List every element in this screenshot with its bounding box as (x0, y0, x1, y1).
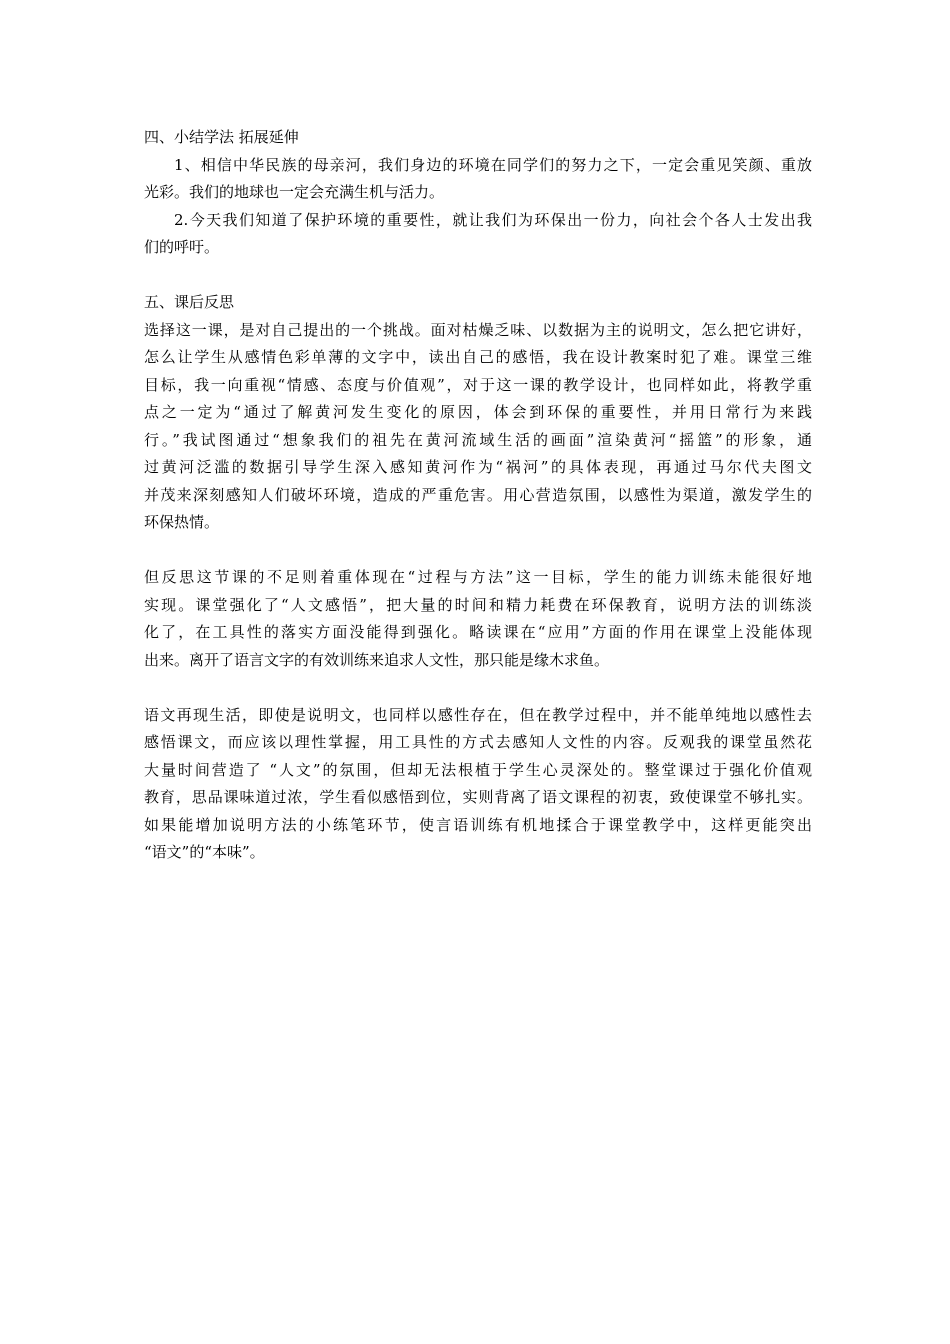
text-line: 怎么让学生从感情色彩单薄的文字中，读出自己的感悟，我在设计教案时犯了难。课堂三维 (144, 348, 812, 366)
section-heading-reflection: 五、课后反思 (144, 293, 235, 311)
text-line: 语文再现生活，即使是说明文，也同样以感性存在，但在教学过程中，并不能单纯地以感性去 (144, 705, 812, 724)
text-line: 感悟课文，而应该以理性掌握，用工具性的方式去感知人文性的内容。反观我的课堂虽然花 (144, 733, 812, 751)
section-heading-summary: 四、小结学法 拓展延伸 (144, 128, 299, 146)
text-line: 们的呼吁。 (144, 238, 220, 256)
text-line: 并茂来深刻感知人们破坏环境，造成的严重危害。用心营造氛围，以感性为渠道，激发学生的 (144, 485, 812, 504)
text-line: 行。”我试图通过“想象我们的祖先在黄河流域生活的画面”渲染黄河“摇篮”的形象，通 (144, 430, 812, 449)
text-line: 但反思这节课的不足则着重体现在“过程与方法”这一目标，学生的能力训练未能很好地 (144, 568, 812, 586)
summary-item-1 (144, 152, 812, 207)
spacer (144, 537, 812, 565)
text-line: 大量时间营造了 “人文”的氛围，但却无法根植于学生心灵深处的。整堂课过于强化价值观 (144, 760, 812, 779)
text-line: 过黄河泛滥的数据引导学生深入感知黄河作为“祸河”的具体表现，再通过马尔代夫图文 (144, 458, 812, 476)
text-line: 2.今天我们知道了保护环境的重要性，就让我们为环保出一份力，向社会个各人士发出我 (174, 210, 812, 229)
text-line: 教育，思品课味道过浓，学生看似感悟到位，实则背离了语文课程的初衷，致使课堂不够扎实。 (144, 788, 812, 806)
document-page (144, 124, 812, 867)
text-line: 光彩。我们的地球也一定会充满生机与活力。 (144, 183, 445, 201)
text-line: 目标，我一向重视“情感、态度与价值观”，对于这一课的教学设计，也同样如此，将教学重 (144, 375, 812, 394)
reflection-paragraph-1 (144, 317, 812, 537)
text-line: 出来。离开了语言文字的有效训练来追求人文性，那只能是缘木求鱼。 (144, 650, 610, 669)
text-line: “语文”的“本味”。 (144, 843, 265, 861)
reflection-paragraph-3 (144, 702, 812, 867)
text-line: 点之一定为“通过了解黄河发生变化的原因，体会到环保的重要性，并用日常行为来践 (144, 403, 812, 421)
text-line: 环保热情。 (144, 513, 220, 531)
text-line: 如果能增加说明方法的小练笔环节，使言语训练有机地揉合于课堂教学中，这样更能突出 (144, 815, 812, 834)
summary-item-2 (144, 207, 812, 262)
text-line: 实现。课堂强化了“人文感悟”，把大量的时间和精力耗费在环保教育，说明方法的训练淡 (144, 595, 812, 614)
text-line: 化了，在工具性的落实方面没能得到强化。略读课在“应用”方面的作用在课堂上没能体现 (144, 623, 812, 641)
spacer (144, 674, 812, 702)
text-line: 1、相信中华民族的母亲河，我们身边的环境在同学们的努力之下，一定会重见笑颜、重放 (174, 155, 812, 174)
spacer (144, 262, 812, 290)
reflection-paragraph-2 (144, 564, 812, 674)
text-line: 选择这一课，是对自己提出的一个挑战。面对枯燥乏味、以数据为主的说明文，怎么把它讲好， (144, 320, 812, 339)
